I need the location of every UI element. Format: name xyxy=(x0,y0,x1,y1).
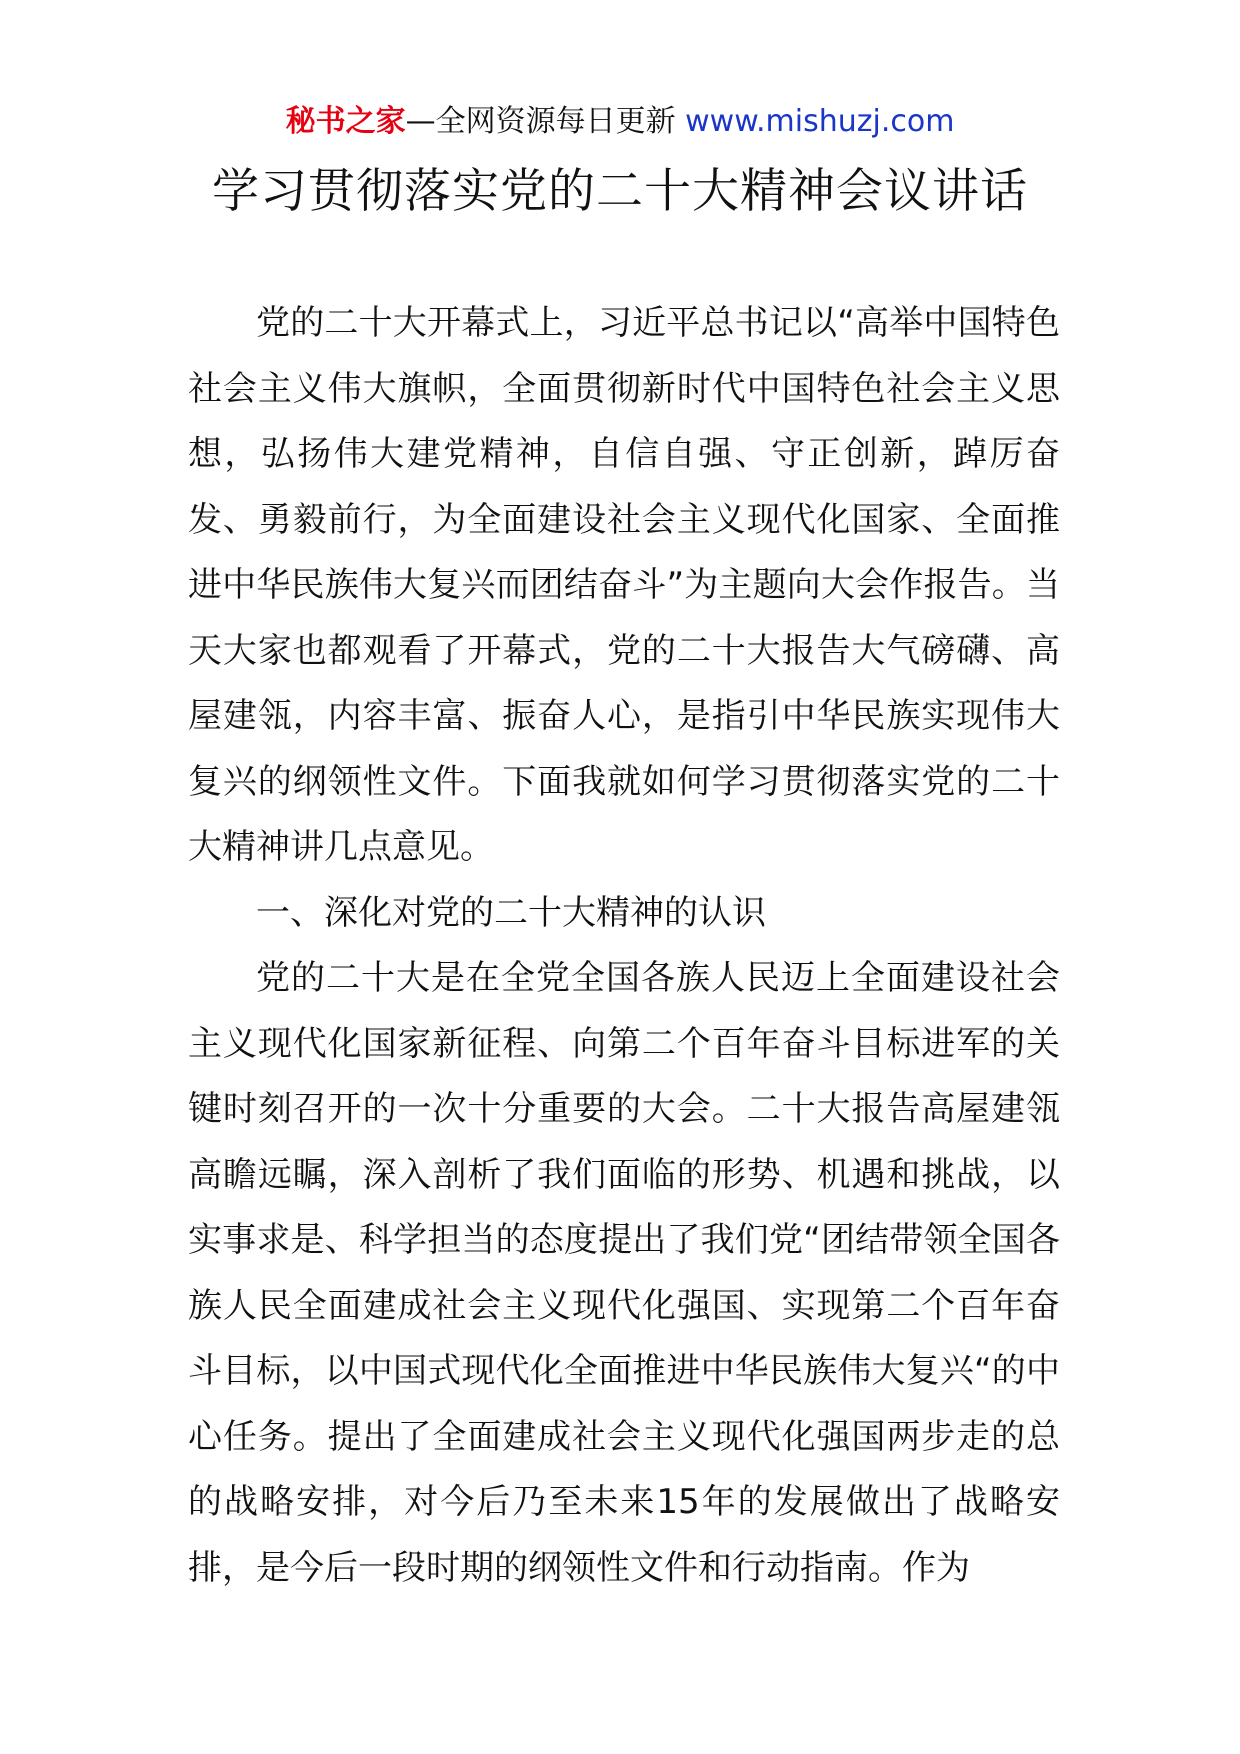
site-header xyxy=(0,100,1240,144)
paragraph-intro: 党的二十大开幕式上，习近平总书记以“高举中国特色社会主义伟大旗帜，全面贯彻新时代中国特色社会主义思想，弘扬伟大建党精神，自信自强、守正创新，踔厉奋发、勇毅前行，为全面建设社会主义现代化国家、全面推进中华民族伟大复兴而团结奋斗”为主题向大会作报告。当天大家也都观看了开幕式，党的二十大报告大气磅礴、高屋建瓴，内容丰富、振奋人心，是指引中华民族实现伟大复兴的纲领性文件。下面我就如何学习贯彻落实党的二十大精神讲几点意见。 xyxy=(188,303,1060,867)
brand-name: 秘书之家 xyxy=(285,104,406,139)
paragraph-section-1: 党的二十大是在全党全国各族人民迈上全面建设社会主义现代化国家新征程、向第二个百年奋斗目标进军的关键时刻召开的一次十分重要的大会。二十大报告高屋建瓴高瞻远瞩，深入剖析了我们面临的形势、机遇和挑战，以实事求是、科学担当的态度提出了我们党“团结带领全国各族人民全面建成社会主义现代化强国、实现第二个百年奋斗目标，以中国式现代化全面推进中华民族伟大复兴“的中心任务。提出了全面建成社会主义现代化强国两步走的总的战略安排，对今后乃至未来15年的发展做出了战略安排，是今后一段时期的纲领性文件和行动指南。作为 xyxy=(188,958,1060,1588)
header-slogan: —全网资源每日更新 xyxy=(405,104,686,139)
document-body xyxy=(188,291,1060,1601)
document-title: 学习贯彻落实党的二十大精神会议讲话 xyxy=(212,164,1028,219)
section-heading-1: 一、深化对党的二十大精神的认识 xyxy=(256,892,766,933)
website-link[interactable]: www.mishuzj.com xyxy=(685,104,955,139)
